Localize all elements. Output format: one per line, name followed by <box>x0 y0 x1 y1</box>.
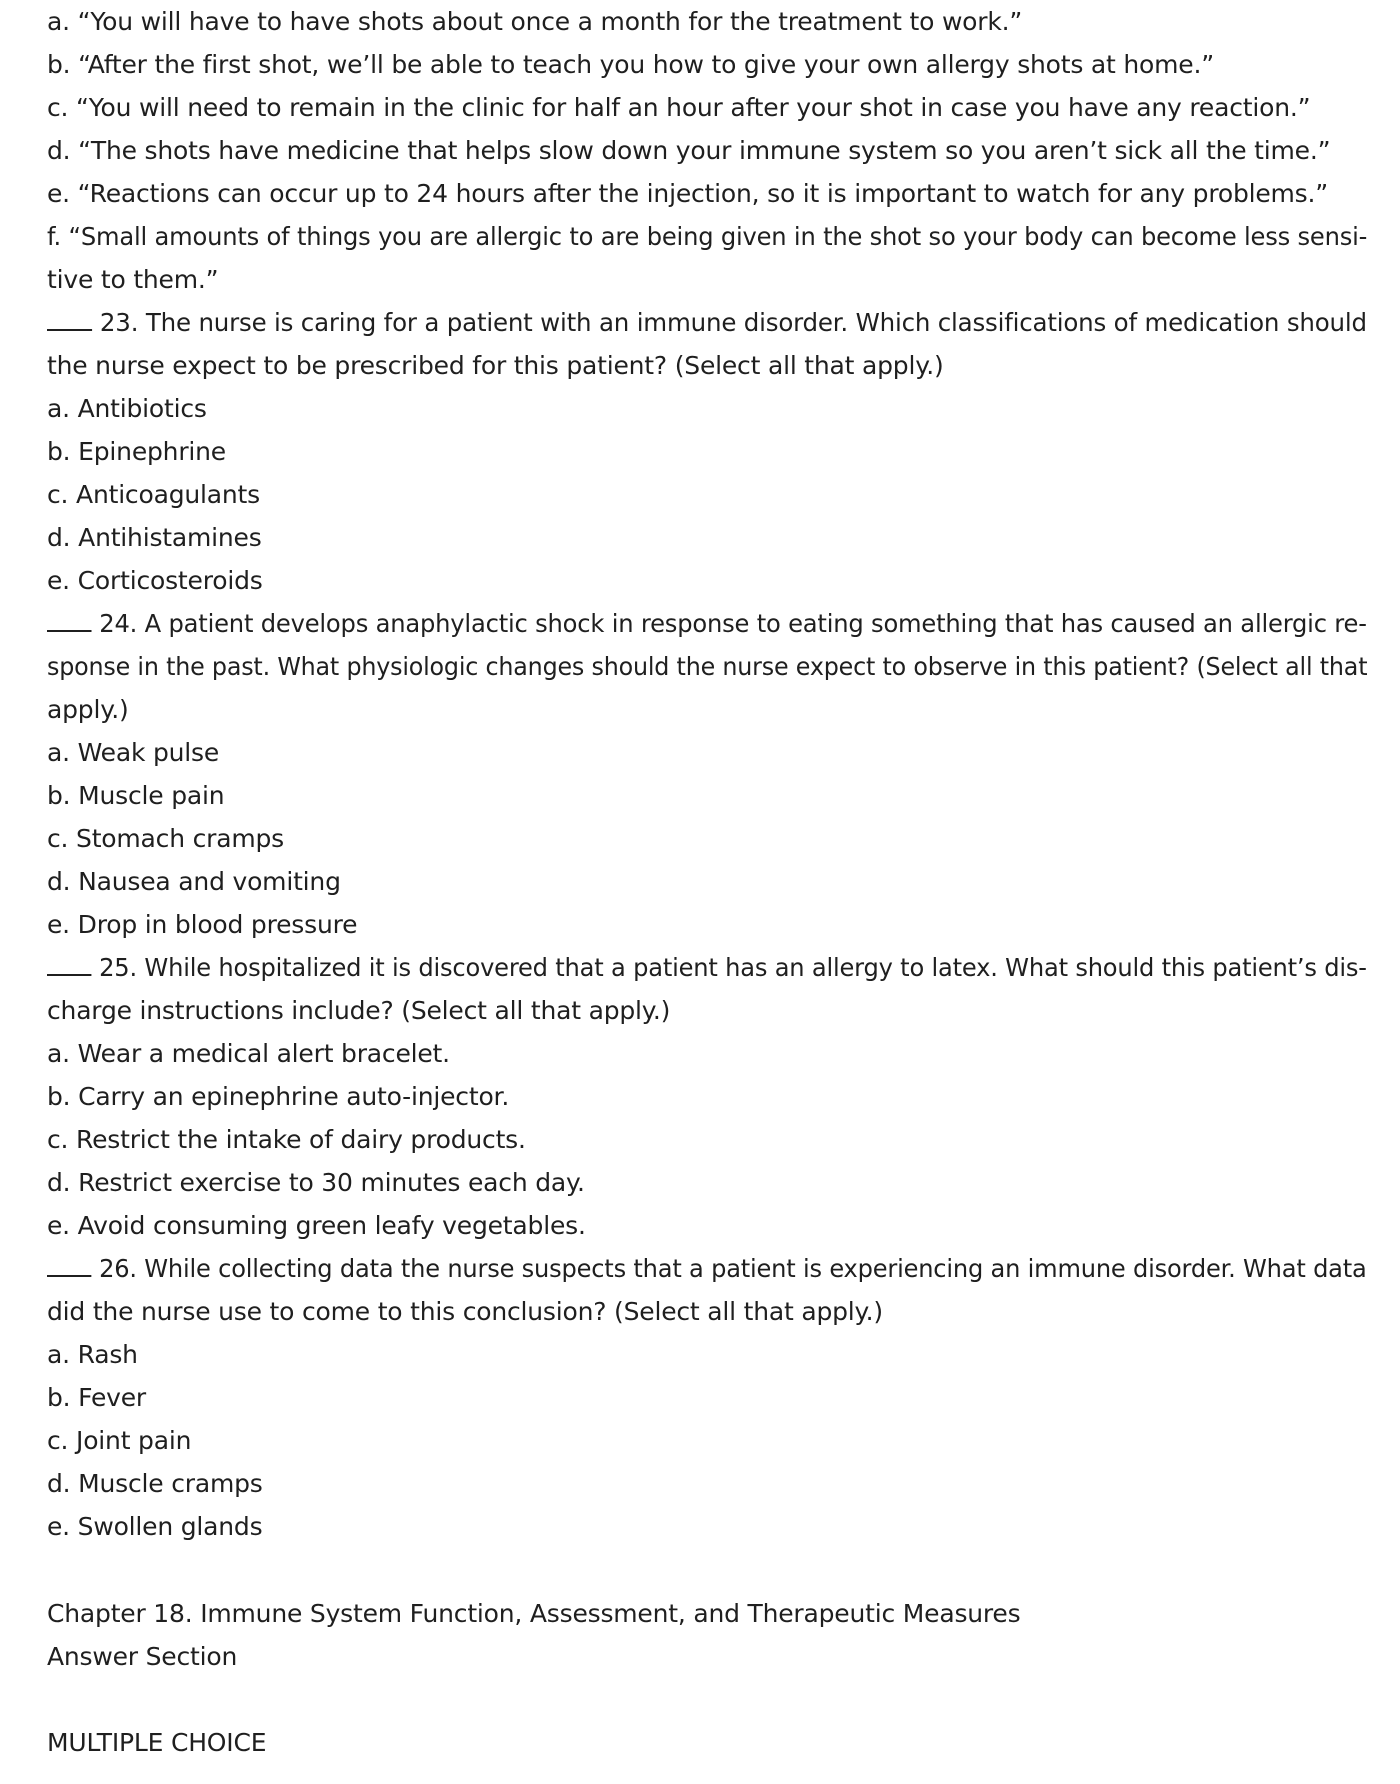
q26-stem-line-2: did the nurse use to come to this conclusion? (Select all that apply.) <box>47 1297 883 1326</box>
q23-option-d: d. Antihistamines <box>47 523 262 552</box>
q22-option-f: f. “Small amounts of things you are allergic to are being given in the shot so your body can become less sensi- <box>47 222 1368 251</box>
q24-stem-line-2: sponse in the past. What physiologic changes should the nurse expect to observe in this patient? (Select all that <box>47 652 1368 681</box>
q25-option-e: e. Avoid consuming green leafy vegetables. <box>47 1211 586 1240</box>
q24-stem <box>47 607 1367 641</box>
q26-stem-line-1: 26. While collecting data the nurse suspects that a patient is experiencing an immune disorder. What data <box>99 1254 1367 1283</box>
q22-option-c: c. “You will need to remain in the clinic for half an hour after your shot in case you have any reaction.” <box>47 93 1311 122</box>
q22-option-b: b. “After the first shot, we’ll be able to teach you how to give your own allergy shots at home.” <box>47 50 1214 79</box>
chapter-title: Chapter 18. Immune System Function, Assessment, and Therapeutic Measures <box>47 1599 1021 1628</box>
q26-option-b: b. Fever <box>47 1383 147 1412</box>
q24-option-c: c. Stomach cramps <box>47 824 285 853</box>
multiple-choice-heading: MULTIPLE CHOICE <box>47 1728 267 1757</box>
q23-option-e: e. Corticosteroids <box>47 566 263 595</box>
q23-stem-line-1: 23. The nurse is caring for a patient with an immune disorder. Which classifications of medication should <box>99 308 1367 337</box>
q23-option-a: a. Antibiotics <box>47 394 207 423</box>
answer-blank <box>47 1253 91 1277</box>
q25-stem-line-2: charge instructions include? (Select all that apply.) <box>47 996 671 1025</box>
q23-option-c: c. Anticoagulants <box>47 480 260 509</box>
q23-stem <box>47 306 1367 340</box>
answer-blank <box>47 952 91 976</box>
answer-blank <box>47 608 92 632</box>
q22-option-f-cont: tive to them.” <box>47 265 219 294</box>
q25-option-c: c. Restrict the intake of dairy products. <box>47 1125 526 1154</box>
q26-option-e: e. Swollen glands <box>47 1512 263 1541</box>
q24-stem-line-1: 24. A patient develops anaphylactic shock in response to eating something that has caused an allergic re- <box>99 609 1367 638</box>
q22-option-e: e. “Reactions can occur up to 24 hours after the injection, so it is important to watch for any problems.” <box>47 179 1329 208</box>
q24-option-e: e. Drop in blood pressure <box>47 910 358 939</box>
q25-stem <box>47 951 1367 985</box>
q25-option-a: a. Wear a medical alert bracelet. <box>47 1039 450 1068</box>
answer-blank <box>47 307 92 331</box>
q24-stem-line-3: apply.) <box>47 695 129 724</box>
q25-option-d: d. Restrict exercise to 30 minutes each day. <box>47 1168 585 1197</box>
answer-section-title: Answer Section <box>47 1642 238 1671</box>
q25-option-b: b. Carry an epinephrine auto-injector. <box>47 1082 510 1111</box>
q25-stem-line-1: 25. While hospitalized it is discovered that a patient has an allergy to latex. What should this patient’s dis- <box>99 953 1367 982</box>
q22-option-a: a. “You will have to have shots about once a month for the treatment to work.” <box>47 7 1023 36</box>
q26-option-c: c. Joint pain <box>47 1426 192 1455</box>
q26-option-a: a. Rash <box>47 1340 138 1369</box>
q26-stem <box>47 1252 1367 1286</box>
q26-option-d: d. Muscle cramps <box>47 1469 263 1498</box>
q24-option-d: d. Nausea and vomiting <box>47 867 341 896</box>
q24-option-a: a. Weak pulse <box>47 738 220 767</box>
q23-option-b: b. Epinephrine <box>47 437 226 466</box>
q22-option-d: d. “The shots have medicine that helps slow down your immune system so you aren’t sick all the time.” <box>47 136 1331 165</box>
q24-option-b: b. Muscle pain <box>47 781 225 810</box>
q23-stem-line-2: the nurse expect to be prescribed for this patient? (Select all that apply.) <box>47 351 944 380</box>
